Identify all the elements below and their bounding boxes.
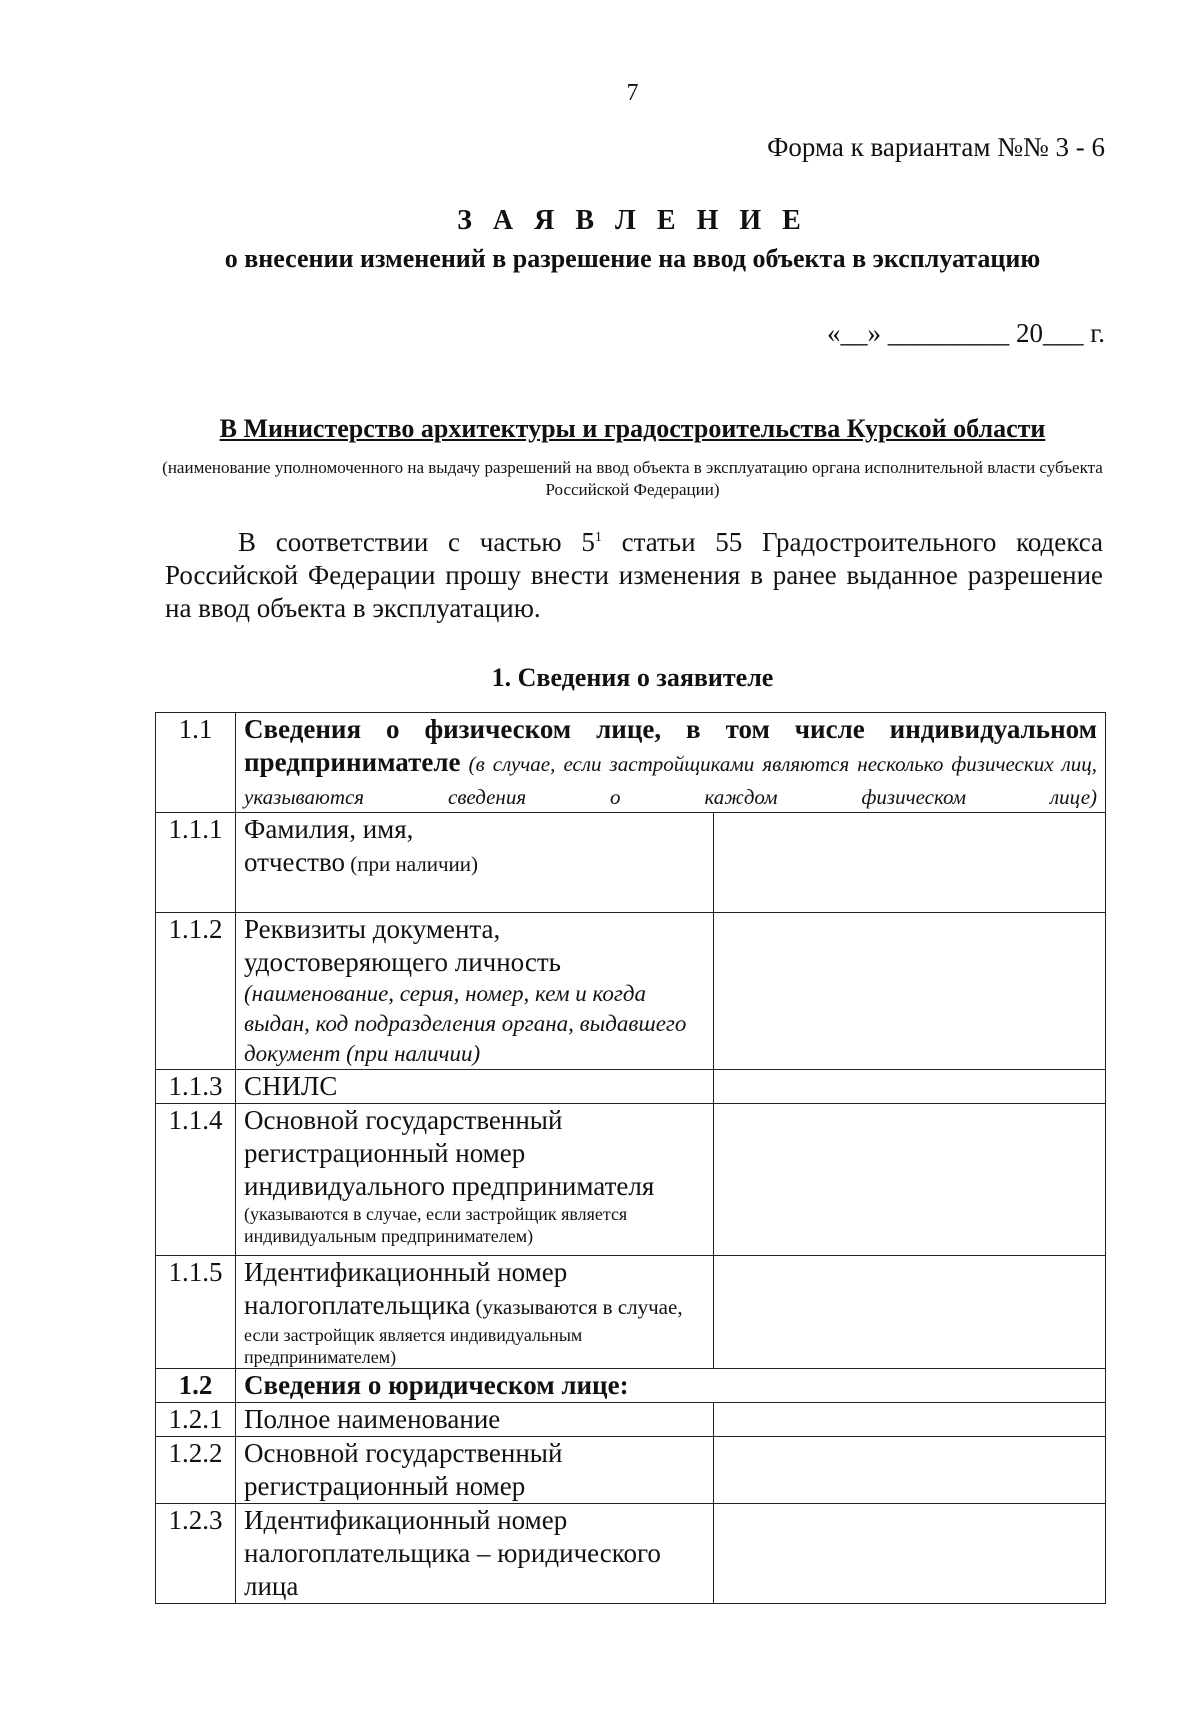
- row-number: 1.1: [156, 713, 236, 813]
- row-number: 1.1.3: [156, 1070, 236, 1104]
- page-number: 7: [626, 80, 639, 106]
- document-subtitle: о внесении изменений в разрешение на ввод объекта в эксплуатацию: [224, 244, 1041, 273]
- field-label: СНИЛС: [236, 1070, 714, 1104]
- section-header-cell: [236, 713, 1106, 813]
- form-reference: Форма к вариантам №№ 3 - 6: [767, 132, 1105, 162]
- row-number: 1.2: [156, 1369, 236, 1403]
- table-row: [156, 1070, 1106, 1104]
- intro-paragraph: [165, 526, 1103, 625]
- row-number: 1.2.3: [156, 1504, 236, 1604]
- row-number: 1.2.1: [156, 1403, 236, 1437]
- field-label: [236, 1104, 714, 1256]
- field-note: если застройщик является индивидуальным предпринимателем): [244, 1325, 583, 1367]
- table-row: [156, 1504, 1106, 1604]
- section-header-note: (в случае, если застройщиками являются несколько физических лиц, указываются сведения о каждом физическом лице): [244, 752, 1098, 809]
- table-row: [156, 1256, 1106, 1369]
- applicant-info-table: [155, 712, 1106, 1604]
- field-label-text: Идентификационный номер налогоплательщика: [244, 1257, 568, 1320]
- field-note: (при наличии): [345, 852, 478, 876]
- date-line: «__» _________ 20___ г.: [826, 318, 1105, 348]
- value-cell-inn[interactable]: [714, 1256, 1106, 1369]
- value-cell-ogrnip[interactable]: [714, 1104, 1106, 1256]
- row-number: 1.1.2: [156, 913, 236, 1070]
- intro-part1: В соответствии с частью 5: [238, 527, 595, 557]
- field-label: [236, 913, 714, 1070]
- row-number: 1.1.5: [156, 1256, 236, 1369]
- section-header-cell: Сведения о юридическом лице:: [236, 1369, 1106, 1403]
- table-row: [156, 1403, 1106, 1437]
- table-row: [156, 1437, 1106, 1504]
- row-number: 1.2.2: [156, 1437, 236, 1504]
- field-label: Идентификационный номер налогоплательщика – юридического лица: [236, 1504, 714, 1604]
- ministry-name: В Министерство архитектуры и градостроительства Курской области: [219, 414, 1046, 443]
- field-note: (наименование, серия, номер, кем и когда выдан, код подразделения органа, выдавшего документ (при наличии): [244, 981, 687, 1066]
- value-cell-ogrn[interactable]: [714, 1437, 1106, 1504]
- section-header-title: Сведения о физическом лице, в том числе индивидуальном предпринимателе: [244, 714, 1098, 777]
- field-label-text: отчество: [244, 847, 346, 877]
- value-cell-full-name-legal[interactable]: [714, 1403, 1106, 1437]
- intro-part2: статьи 55 Градостроительного кодекса Российской Федерации прошу внести изменения в ранее выданное разрешение на ввод объекта в эксплуатацию.: [165, 527, 1103, 623]
- field-label: [236, 1256, 714, 1369]
- table-row: [156, 1104, 1106, 1256]
- field-label: Основной государственный регистрационный номер: [236, 1437, 714, 1504]
- section-title: 1. Сведения о заявителе: [491, 663, 774, 692]
- intro-superscript: 1: [594, 530, 602, 545]
- value-cell-inn-legal[interactable]: [714, 1504, 1106, 1604]
- value-cell-snils[interactable]: [714, 1070, 1106, 1104]
- row-number: 1.1.4: [156, 1104, 236, 1256]
- field-label-text: Основной государственный регистрационный номер индивидуального предпринимателя: [244, 1105, 655, 1201]
- field-label-text: Реквизиты документа, удостоверяющего личность: [244, 914, 561, 977]
- table-row: [156, 813, 1106, 913]
- ministry-caption: (наименование уполномоченного на выдачу разрешений на ввод объекта в эксплуатацию органа исполнительной власти субъекта Российской Федерации): [162, 458, 1103, 499]
- document-title: З А Я В Л Е Н И Е: [457, 205, 808, 236]
- table-row: [156, 713, 1106, 813]
- row-number: 1.1.1: [156, 813, 236, 913]
- field-label: [236, 813, 714, 913]
- field-note: (указываются в случае,: [470, 1295, 683, 1319]
- table-row: [156, 1369, 1106, 1403]
- table-row: [156, 913, 1106, 1070]
- field-label: Полное наименование: [236, 1403, 714, 1437]
- value-cell-identity-document[interactable]: [714, 913, 1106, 1070]
- field-label-text: Фамилия, имя,: [244, 814, 414, 844]
- field-note: (указываются в случае, если застройщик является индивидуальным предпринимателем): [244, 1204, 628, 1246]
- value-cell-full-name[interactable]: [714, 813, 1106, 913]
